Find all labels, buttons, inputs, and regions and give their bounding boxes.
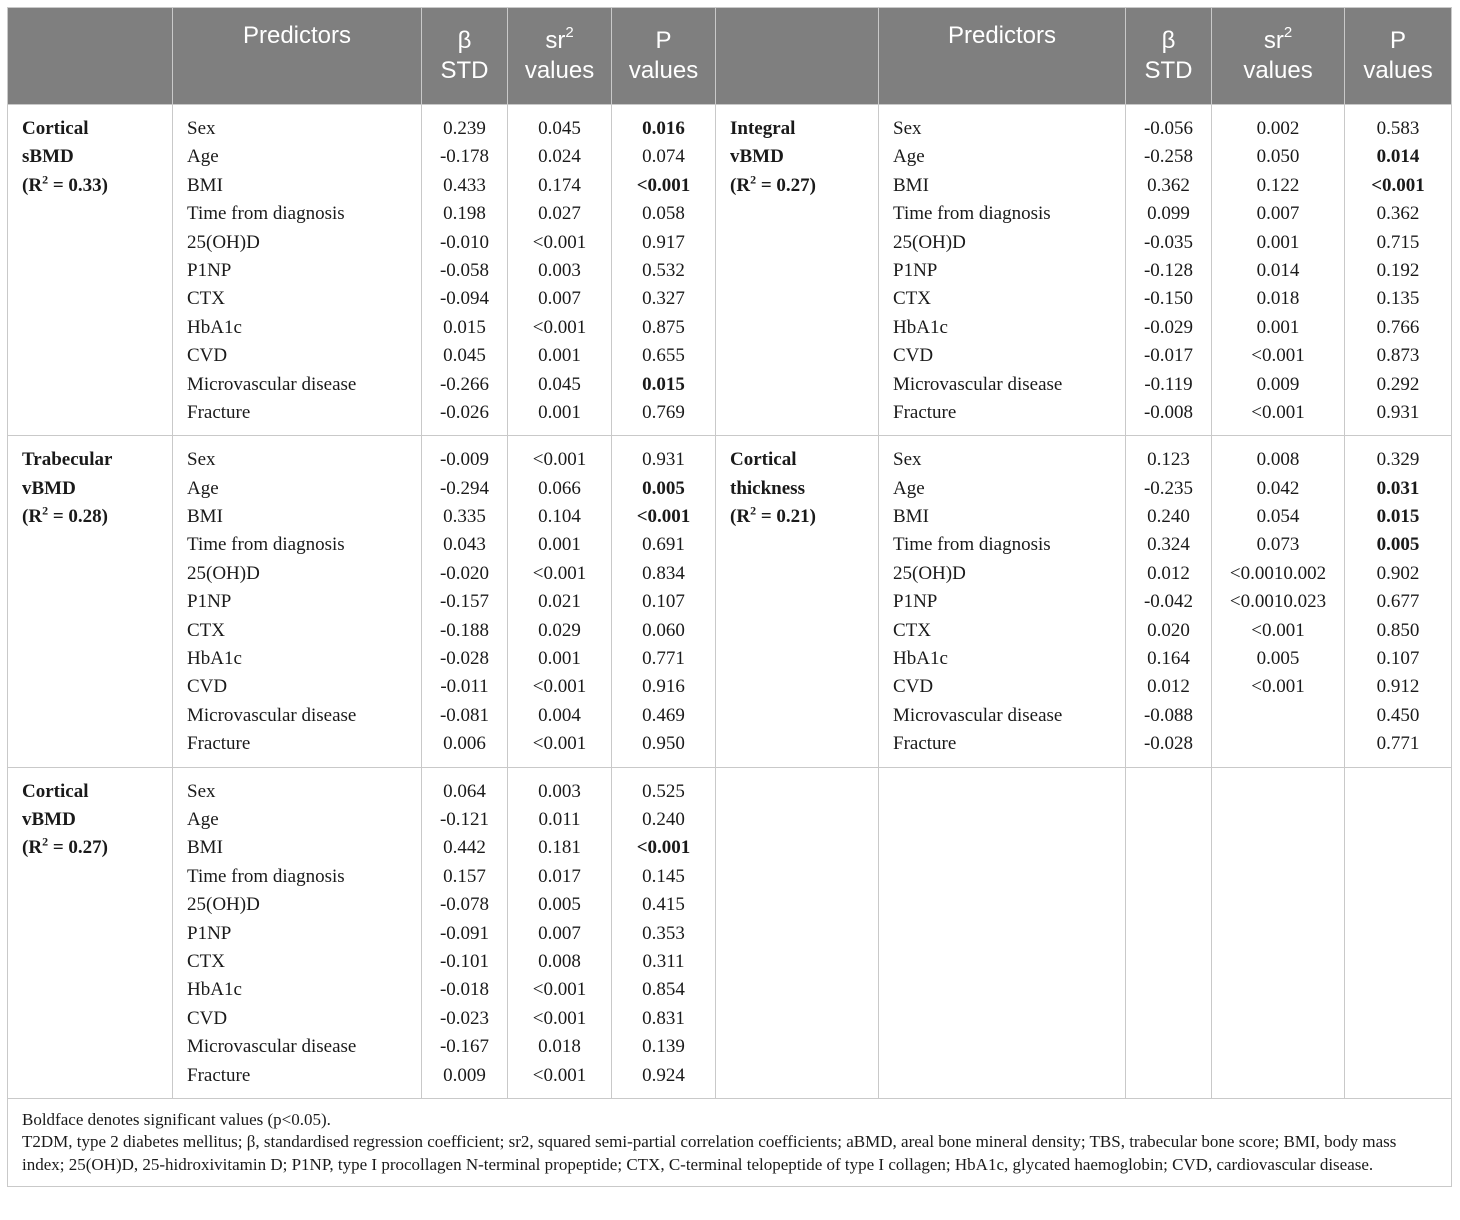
predictor-name: Fracture [893,401,957,423]
group-name-line2: vBMD [730,146,784,168]
p-value: 0.015 [642,373,685,395]
predictor-name: Fracture [187,733,251,755]
p-value: <0.001 [636,837,691,859]
beta-value: -0.078 [439,894,490,916]
header-blank-right [716,8,879,105]
predictor-name: CVD [893,345,934,367]
beta-value: -0.020 [439,562,490,584]
p-value: 0.677 [1376,591,1420,613]
predictor-name: Time from diagnosis [187,534,345,556]
header-blank-left [8,8,173,105]
group-r2: $(R^2 = 0.21)$ [730,503,816,528]
table-header [8,8,1452,105]
sr2-value: 0.054 [1256,506,1300,528]
sr2-value: 0.005 [538,894,581,916]
sr2-value: 0.008 [1256,449,1300,471]
predictor-name: P1NP [187,922,232,944]
p-value: 0.924 [642,1064,685,1086]
beta-value: 0.335 [443,506,486,528]
beta-value: -0.157 [439,591,490,613]
sr2-value: 0.021 [538,591,581,613]
beta-value: -0.042 [1143,591,1194,613]
footnote-row [8,1098,1452,1187]
predictor-name: P1NP [187,259,232,281]
p-value: 0.014 [1376,146,1420,168]
sr2-value: 0.104 [538,506,581,528]
footnotes [8,1098,1452,1187]
predictor-name: Time from diagnosis [893,203,1051,225]
beta-value: -0.029 [1143,316,1194,338]
group-name-line2: thickness [730,477,805,499]
predictor-name: P1NP [893,591,938,613]
p-value: 0.917 [642,231,685,253]
beta-value: -0.091 [439,922,490,944]
beta-value: -0.266 [439,373,490,395]
beta-value: -0.008 [1143,401,1194,423]
p-values [612,767,716,1098]
sr2-value: <0.001 [532,733,587,755]
beta-value: 0.064 [443,780,486,802]
predictor-name: Sex [187,118,216,139]
beta-value: -0.009 [439,449,490,471]
sr2-value: <0.001 [1251,345,1305,367]
beta-value: -0.121 [439,808,490,830]
sr2-value: 0.001 [538,534,581,556]
group-label [716,105,879,436]
group-r2: $(R^2 = 0.27)$ [22,835,108,859]
p-value: 0.834 [642,562,685,584]
sr2-value: <0.001 [532,449,587,471]
sr2-value: 0.017 [538,865,581,887]
group-r2: $(R^2 = 0.28)$ [22,503,108,528]
footnote-abbreviations: T2DM, type 2 diabetes mellitus; β, standardised regression coefficient; sr2, squared semi-partial correlation coefficients; aBMD, areal bone mineral density; TBS, trabecular bone score; BMI, body mass index; 25(OH)D, 25-hidroxivitamin D; P1NP, type I procollagen N-terminal propeptide; CTX, C-terminal telopeptide of type I collagen; HbA1c, glycated haemoglobin; CVD, cardiovascular disease. [22,1132,1397,1174]
p-value: 0.691 [642,534,685,556]
beta-value: 0.006 [443,733,486,755]
beta-values [1126,436,1212,767]
beta-value: 0.164 [1147,648,1190,670]
sr2-value: 0.001 [1256,316,1300,338]
beta-value: -0.094 [439,288,490,310]
p-value: <0.001 [1371,174,1425,196]
beta-value: -0.028 [439,648,490,670]
beta-value: -0.010 [439,231,490,253]
sr2-values [508,105,612,436]
predictor-name: CVD [187,345,228,367]
beta-value: 0.015 [443,316,486,338]
empty-cell [879,767,1126,1098]
beta-value: -0.028 [1143,733,1194,755]
sr2-value: 0.001 [1256,231,1300,253]
beta-value: 0.045 [443,345,486,367]
sr2-value: 0.029 [538,619,581,641]
group-name-line1: Trabecular [22,449,113,471]
p-value: 0.655 [642,345,685,367]
predictor-name: CTX [187,950,225,972]
p-value: 0.240 [642,808,685,830]
predictor-name: CTX [187,619,225,641]
beta-value: -0.150 [1143,288,1194,310]
p-value: 0.107 [1376,648,1420,670]
table-body [8,105,1452,1187]
p-value: 0.415 [642,894,685,916]
beta-value: 0.442 [443,837,486,859]
predictor-name: CVD [893,676,934,698]
group-label [8,105,173,436]
predictor-name: HbA1c [187,648,242,670]
header-sr2-right: $sr^2$ values [1212,8,1345,105]
p-value: 0.327 [642,288,685,310]
beta-value: -0.294 [439,477,490,499]
p-value: 0.912 [1376,676,1420,698]
sr2-value: <0.001 [532,979,587,1001]
predictor-name: Microvascular disease [187,1036,357,1058]
beta-value: 0.433 [443,174,486,196]
sr2-value: 0.002 [1256,118,1300,139]
p-values [612,436,716,767]
p-value: 0.005 [1376,534,1420,556]
beta-value: -0.088 [1143,704,1194,726]
sr2-value [1216,730,1340,758]
p-value: 0.525 [642,780,685,802]
p-value: 0.715 [1376,231,1420,253]
sr2-value: <0.001 [532,562,587,584]
predictor-name: BMI [893,174,929,196]
p-value: 0.766 [1376,316,1420,338]
predictor-name: HbA1c [187,316,242,338]
predictor-name: Time from diagnosis [187,203,345,225]
sr2-value: 0.045 [538,118,581,139]
group-name-line2: vBMD [22,808,76,830]
sr2-value: <0.0010.002 [1229,562,1327,584]
beta-value: 0.362 [1147,174,1190,196]
sr2-value: 0.042 [1256,477,1300,499]
beta-value: -0.178 [439,146,490,168]
sr2-value: 0.003 [538,259,581,281]
sr2-values [508,767,612,1098]
predictor-name: CVD [187,676,228,698]
predictor-name: Age [187,477,219,499]
sr2-value: 0.024 [538,146,581,168]
empty-cell [716,767,879,1098]
predictor-name: BMI [893,506,929,528]
p-value: 0.145 [642,865,685,887]
predictor-name: Age [187,146,219,168]
predictor-name: 25(OH)D [187,231,260,253]
predictor-name: 25(OH)D [187,894,260,916]
p-value: 0.771 [642,648,685,670]
sr2-value: 0.008 [538,950,581,972]
predictor-name: Fracture [893,733,957,755]
predictor-name: P1NP [187,591,232,613]
beta-values [422,436,508,767]
predictor-name: 25(OH)D [187,562,260,584]
header-beta-right: β STD [1126,8,1212,105]
beta-value: -0.119 [1144,373,1193,395]
beta-value: -0.081 [439,704,490,726]
sr2-value: 0.003 [538,780,581,802]
sr2-value: 0.174 [538,174,581,196]
sr2-value: 0.027 [538,203,581,225]
predictor-name: Sex [893,118,922,139]
beta-value: -0.258 [1143,146,1194,168]
sr2-value: <0.001 [532,316,587,338]
predictor-name: Time from diagnosis [893,534,1051,556]
sr2-value: <0.001 [532,1007,587,1029]
header-predictors-left: Predictors [173,8,422,105]
p-value: 0.353 [642,922,685,944]
beta-value: 0.012 [1147,676,1190,698]
beta-value: -0.235 [1143,477,1194,499]
p-value: 0.005 [642,477,685,499]
beta-value: -0.167 [439,1036,490,1058]
beta-value: 0.198 [443,203,486,225]
predictor-list [173,767,422,1098]
beta-values [422,767,508,1098]
header-beta-left: β STD [422,8,508,105]
sr2-value: 0.004 [538,704,581,726]
beta-value: -0.018 [439,979,490,1001]
header-predictors-right: Predictors [879,8,1126,105]
beta-value: 0.009 [443,1064,486,1086]
predictor-name: Microvascular disease [893,373,1063,395]
group-r2: $(R^2 = 0.27)$ [730,172,816,196]
p-value: 0.362 [1376,203,1420,225]
p-value: 0.854 [642,979,685,1001]
predictor-name: Fracture [187,401,251,423]
p-value: <0.001 [636,174,691,196]
sr2-value: <0.0010.023 [1229,591,1327,613]
p-value: 0.192 [1376,259,1420,281]
beta-value: 0.012 [1147,562,1190,584]
p-values [612,105,716,436]
sr2-value: 0.007 [1256,203,1300,225]
header-sr2-left: $sr^2$ values [508,8,612,105]
sr2-value: 0.066 [538,477,581,499]
sr2-values [1212,436,1345,767]
predictor-name: HbA1c [187,979,242,1001]
p-value: 0.031 [1376,477,1420,499]
beta-value: 0.239 [443,118,486,139]
footnote-boldface: Boldface denotes significant values (p<0.05). [22,1109,331,1129]
predictor-name: HbA1c [893,648,948,670]
p-value: 0.831 [642,1007,685,1029]
sr2-value: 0.122 [1256,174,1300,196]
p-value: 0.292 [1376,373,1420,395]
sr2-value: <0.001 [532,1064,587,1086]
p-value: 0.139 [642,1036,685,1058]
sr2-value: 0.011 [538,808,581,830]
group-label [716,436,879,767]
predictor-name: 25(OH)D [893,231,966,253]
sr2-value: <0.001 [532,231,587,253]
p-value: 0.060 [642,619,685,641]
table-row [8,436,1452,767]
p-value: 0.873 [1376,345,1420,367]
predictor-name: Fracture [187,1064,251,1086]
p-value: 0.931 [642,449,685,471]
predictor-name: CVD [187,1007,228,1029]
predictor-name: Time from diagnosis [187,865,345,887]
beta-value: -0.056 [1143,118,1194,139]
p-value: 0.135 [1376,288,1420,310]
beta-value: -0.058 [439,259,490,281]
header-p-left: P values [612,8,716,105]
beta-value: 0.157 [443,865,486,887]
beta-value: 0.020 [1147,619,1190,641]
sr2-value: <0.001 [1251,676,1305,698]
p-value: 0.058 [642,203,685,225]
p-value: 0.329 [1376,449,1420,471]
predictor-name: BMI [187,837,223,859]
beta-value: 0.324 [1147,534,1190,556]
group-name-line1: Cortical [22,118,89,139]
predictor-name: CTX [187,288,225,310]
group-label [8,436,173,767]
beta-value: -0.026 [439,401,490,423]
sr2-value: 0.018 [1256,288,1300,310]
sr2-value: 0.181 [538,837,581,859]
header-p-right: P values [1345,8,1452,105]
predictor-name: Microvascular disease [187,373,357,395]
beta-value: 0.240 [1147,506,1190,528]
predictor-name: Microvascular disease [187,704,357,726]
predictor-name: HbA1c [893,316,948,338]
sr2-value: 0.005 [1256,648,1300,670]
group-name-line1: Cortical [22,780,89,802]
beta-value: 0.043 [443,534,486,556]
p-value: 0.950 [642,733,685,755]
sr2-value: 0.073 [1256,534,1300,556]
predictor-list [879,105,1126,436]
sr2-value: 0.045 [538,373,581,395]
p-value: 0.532 [642,259,685,281]
regression-table [7,7,1452,1187]
group-name-line2: vBMD [22,477,76,499]
p-value: 0.769 [642,401,685,423]
sr2-value: 0.018 [538,1036,581,1058]
sr2-value: 0.001 [538,401,581,423]
p-value: 0.931 [1376,401,1420,423]
predictor-name: BMI [187,506,223,528]
predictor-name: P1NP [893,259,938,281]
sr2-value: 0.007 [538,288,581,310]
group-r2: $(R^2 = 0.33)$ [22,172,108,196]
p-value: 0.916 [642,676,685,698]
predictor-name: Age [893,146,925,168]
group-name-line1: Integral [730,118,796,139]
predictor-name: BMI [187,174,223,196]
sr2-values [1212,105,1345,436]
p-value: 0.469 [642,704,685,726]
beta-value: -0.101 [439,950,490,972]
predictor-name: Age [893,477,925,499]
p-value: 0.875 [642,316,685,338]
beta-value: -0.011 [440,676,489,698]
predictor-list [879,436,1126,767]
empty-cell [1126,767,1212,1098]
group-label [8,767,173,1098]
table-row [8,767,1452,1098]
p-value: 0.583 [1376,118,1420,139]
p-value: 0.107 [642,591,685,613]
predictor-name: Sex [187,449,216,471]
beta-value: -0.128 [1143,259,1194,281]
p-value: 0.015 [1376,506,1420,528]
p-value: 0.850 [1376,619,1420,641]
predictor-name: 25(OH)D [893,562,966,584]
beta-value: -0.023 [439,1007,490,1029]
p-value: 0.771 [1376,733,1420,755]
p-value: 0.311 [642,950,685,972]
predictor-name: Age [187,808,219,830]
sr2-value: 0.001 [538,345,581,367]
p-values [1345,105,1452,436]
p-value: <0.001 [636,506,691,528]
sr2-value [1216,702,1340,730]
predictor-name: CTX [893,619,931,641]
beta-value: -0.188 [439,619,490,641]
sr2-values [508,436,612,767]
predictor-name: Sex [893,449,922,471]
sr2-value: 0.007 [538,922,581,944]
predictor-name: Microvascular disease [893,704,1063,726]
empty-cell [1212,767,1345,1098]
table-row [8,105,1452,436]
beta-value: 0.123 [1147,449,1190,471]
beta-value: -0.035 [1143,231,1194,253]
p-value: 0.074 [642,146,685,168]
beta-value: -0.017 [1143,345,1194,367]
p-value: 0.902 [1376,562,1420,584]
p-value: 0.016 [642,118,685,139]
group-name-line2: sBMD [22,146,74,168]
predictor-name: Sex [187,780,216,802]
sr2-value: 0.001 [538,648,581,670]
predictor-name: CTX [893,288,931,310]
group-name-line1: Cortical [730,449,797,471]
sr2-value: <0.001 [1251,619,1305,641]
empty-cell [1345,767,1452,1098]
sr2-value: 0.050 [1256,146,1300,168]
beta-values [1126,105,1212,436]
predictor-list [173,105,422,436]
sr2-value: 0.009 [1256,373,1300,395]
sr2-value: <0.001 [1251,401,1305,423]
predictor-list [173,436,422,767]
p-value: 0.450 [1376,704,1420,726]
beta-values [422,105,508,436]
sr2-value: 0.014 [1256,259,1300,281]
p-values [1345,436,1452,767]
sr2-value: <0.001 [532,676,587,698]
beta-value: 0.099 [1147,203,1190,225]
